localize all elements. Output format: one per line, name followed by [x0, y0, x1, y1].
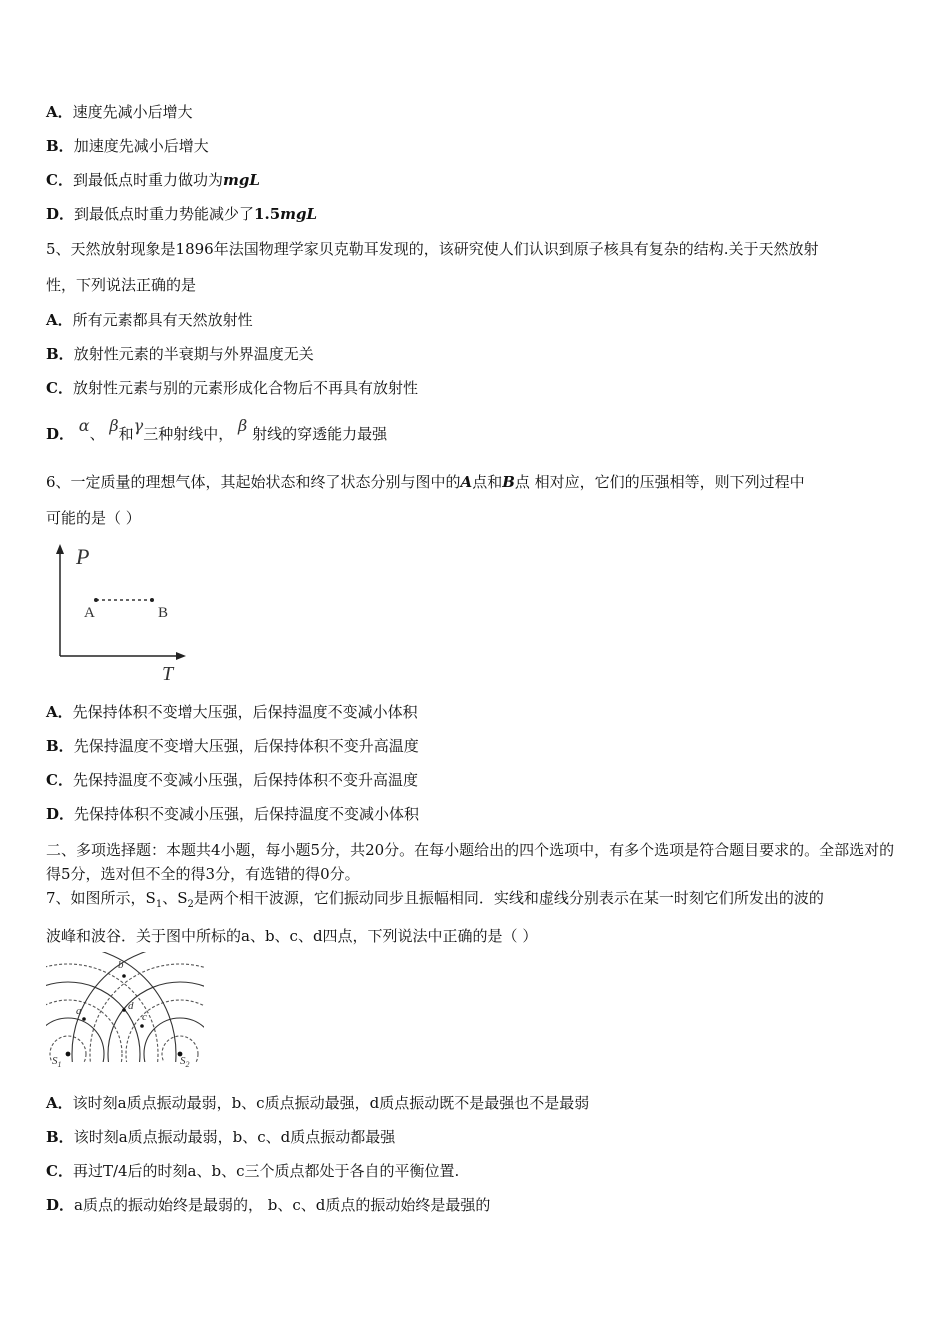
q4-option-a: A．速度先减小后增大 [46, 103, 193, 121]
q4-option-b: B．加速度先减小后增大 [46, 137, 209, 155]
q5-stem-line2: 性，下列说法正确的是 [46, 276, 197, 294]
q6-option-a: A．先保持体积不变增大压强，后保持温度不变减小体积 [46, 703, 418, 721]
q7-option-d: D．a质点的振动始终是最弱的， b、c、d质点的振动始终是最强的 [46, 1196, 491, 1214]
q6-stem-line2: 可能的是（ ） [46, 509, 141, 527]
q6-option-c: C．先保持温度不变减小压强，后保持体积不变升高温度 [46, 771, 418, 789]
q7-stem-line2: 波峰和波谷．关于图中所标的a、b、c、d四点，下列说法中正确的是（ ） [46, 927, 538, 945]
q6-stem-line1: 6、一定质量的理想气体，其起始状态和终了状态分别与图中的A点和B点 相对应，它们的压强相等，则下列过程中 [46, 473, 805, 491]
q7-option-c: C．再过T/4后的时刻a、b、c三个质点都处于各自的平衡位置. [46, 1162, 460, 1180]
q7-option-b: B．该时刻a质点振动最弱，b、c、d质点振动都最强 [46, 1128, 396, 1146]
section2-heading: 二、多项选择题：本题共4小题，每小题5分，共20分。在每小题给出的四个选项中，有多个选项是符合题目要求的。全部选对的得5分，选对但不全的得3分，有选错的得0分。 [46, 841, 895, 883]
point-a-label: A [84, 605, 95, 621]
q4-option-d: D．到最低点时重力势能减少了1.5mgL [46, 205, 318, 223]
q5-stem-line1: 5、天然放射现象是1896年法国物理学家贝克勒耳发现的，该研究使人们认识到原子核具有复杂的结构.关于天然放射 [46, 240, 819, 258]
q5-option-d: D． α、 β和γ三种射线中， β 射线的穿透能力最强 [46, 416, 388, 443]
point-a-label: a [76, 1005, 82, 1017]
point-a-dot [82, 1017, 86, 1021]
point-c-dot [140, 1024, 144, 1028]
q5-option-b: B．放射性元素的半衰期与外界温度无关 [46, 345, 314, 363]
source-s1-dot [66, 1052, 71, 1057]
t-axis-arrow [176, 652, 186, 660]
q6-option-d: D．先保持体积不变减小压强，后保持温度不变减小体积 [46, 805, 420, 823]
q5-option-a: A．所有元素都具有天然放射性 [46, 311, 253, 329]
q7-option-a: A．该时刻a质点振动最弱，b、c质点振动最强，d质点振动既不是最强也不是最弱 [46, 1094, 590, 1112]
q7-stem-line1: 7、如图所示，$S_1$、$S_2$是两个相干波源，它们振动同步且振幅相同．实线和虚线分别表示在某一时刻它们所发出的波的 [46, 889, 824, 910]
p-axis-label: P [76, 544, 90, 569]
q5-option-c: C．放射性元素与别的元素形成化合物后不再具有放射性 [46, 379, 418, 397]
point-b-label: B [158, 605, 169, 621]
q4-option-c: C．到最低点时重力做功为mgL [46, 171, 260, 189]
point-b-label: b [118, 959, 124, 971]
point-b-dot [122, 974, 126, 978]
s1-crest-3 [46, 952, 176, 1070]
s2-crest-3 [72, 952, 204, 1070]
point-d-label: d [128, 1000, 134, 1012]
point-a-dot [94, 598, 98, 602]
point-d-dot [122, 1008, 126, 1012]
p-axis-arrow [56, 544, 64, 554]
t-axis-label: T [162, 663, 174, 685]
q6-option-b: B．先保持温度不变增大压强，后保持体积不变升高温度 [46, 737, 419, 755]
source-s1-label: $S_1$ [52, 1055, 62, 1069]
point-c-label: c [142, 1011, 147, 1023]
point-b-dot [150, 598, 154, 602]
pt-graph [46, 540, 196, 685]
source-s2-label: $S_2$ [180, 1055, 190, 1069]
interference-figure [46, 952, 204, 1070]
